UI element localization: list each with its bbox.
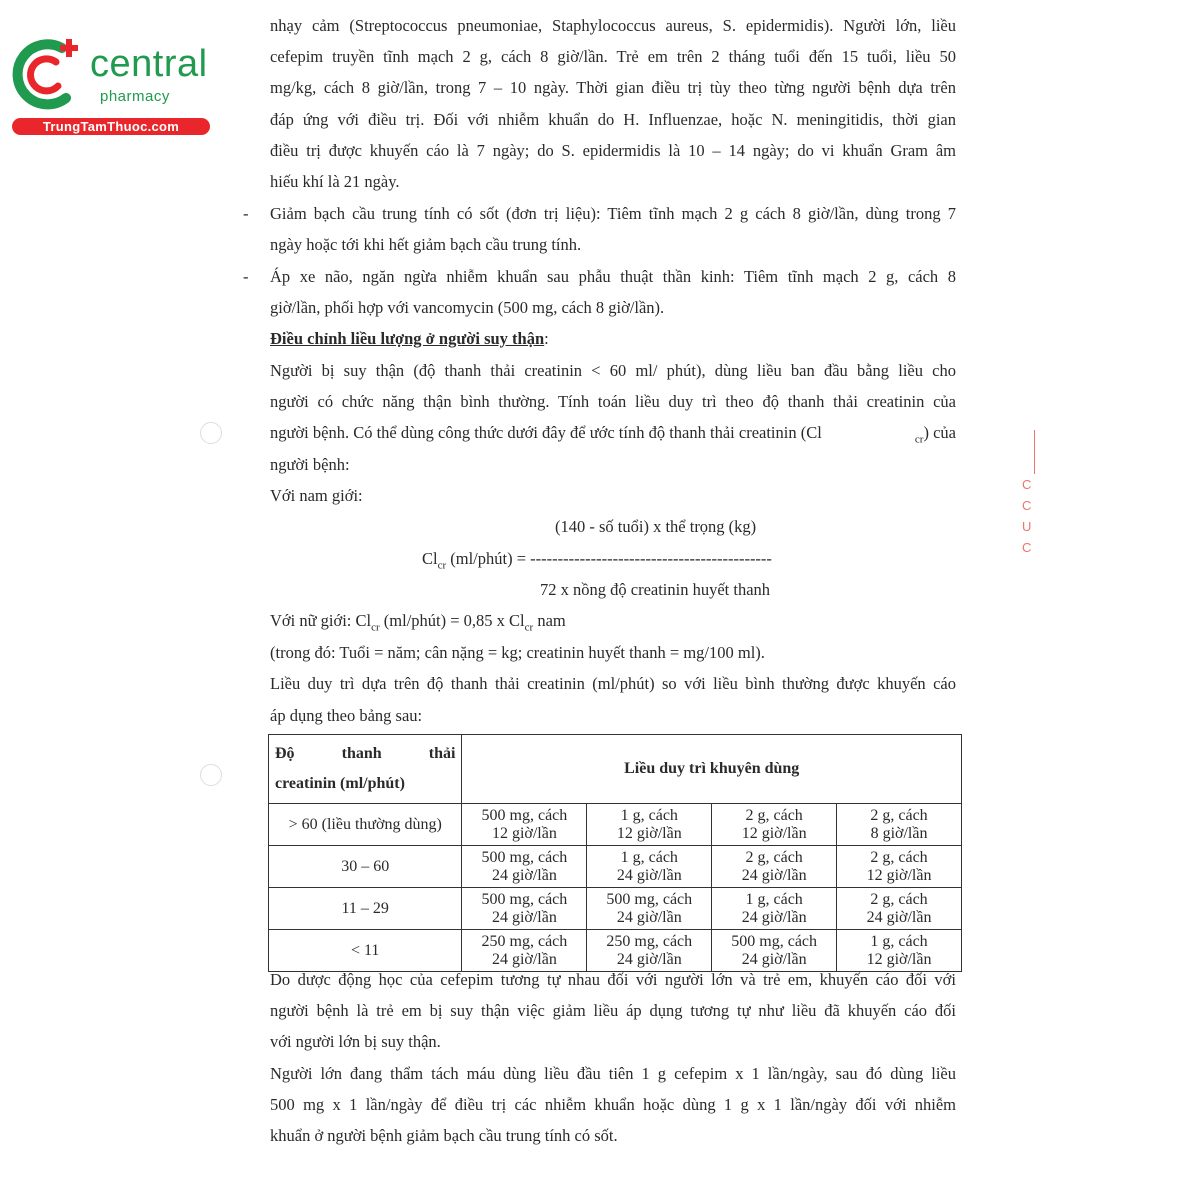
clearance-cell: 11 – 29 xyxy=(269,888,462,930)
text-line: áp dụng theo bảng sau: xyxy=(270,706,423,725)
female-formula: Với nữ giới: $Cl_{cr}$ (ml/phút) = 0,85 x $Cl_{cr}$ nam xyxy=(270,611,566,634)
binder-hole-mark xyxy=(200,764,222,786)
dose-cell: 2 g, cách 8 giờ/lần xyxy=(837,804,962,846)
table-row xyxy=(269,930,962,972)
section-heading: Điều chỉnh liều lượng ở người suy thận: xyxy=(270,329,549,348)
dose-cell: 250 mg, cách 24 giờ/lần xyxy=(587,930,712,972)
table-row xyxy=(269,888,962,930)
bullet-mark: - xyxy=(243,267,249,286)
binder-hole-mark xyxy=(200,422,222,444)
dose-cell: 2 g, cách 24 giờ/lần xyxy=(712,846,837,888)
text-line: giờ/lần, phối hợp với vancomycin (500 mg, cách 8 giờ/lần). xyxy=(270,298,665,317)
header-clearance-line2: creatinin (ml/phút) xyxy=(275,775,405,792)
brand-tagline: pharmacy xyxy=(100,88,170,105)
dose-cell: 1 g, cách 12 giờ/lần xyxy=(587,804,712,846)
dose-cell: 1 g, cách 12 giờ/lần xyxy=(837,930,962,972)
text-line: cefepim truyền tĩnh mạch 2 g, cách 8 giờ/lần. Trẻ em trên 2 tháng tuổi đến 15 tuổi, liều 50 xyxy=(270,47,956,66)
text-line: mg/kg, cách 8 giờ/lần, trong 7 – 10 ngày. Thời gian điều trị tùy theo từng người bệnh dựa trên xyxy=(270,78,956,97)
dose-cell: 500 mg, cách 24 giờ/lần xyxy=(462,846,587,888)
table-row xyxy=(269,804,962,846)
central-pharmacy-logo-icon xyxy=(12,36,88,116)
dose-cell: 500 mg, cách 24 giờ/lần xyxy=(712,930,837,972)
text-line: với người lớn bị suy thận. xyxy=(270,1032,441,1051)
text-line: Giảm bạch cầu trung tính có sốt (đơn trị liệu): Tiêm tĩnh mạch 2 g cách 8 giờ/lần, dùng trong 7 xyxy=(270,204,956,223)
renal-dosage-table xyxy=(268,734,962,972)
text-line: 500 mg x 1 lần/ngày để điều trị các nhiễm khuẩn hoặc dùng 1 g x 1 lần/ngày đối với nhiễm xyxy=(270,1095,956,1114)
dose-cell: 500 mg, cách 24 giờ/lần xyxy=(462,888,587,930)
units-note: (trong đó: Tuổi = năm; cân nặng = kg; creatinin huyết thanh = mg/100 ml). xyxy=(270,643,765,662)
brand-site[interactable]: TrungTamThuoc.com xyxy=(12,118,210,135)
text-line: hiếu khí là 21 ngày. xyxy=(270,172,400,191)
header-maintenance-dose: Liều duy trì khuyên dùng xyxy=(462,735,962,804)
text-line: nhạy cảm (Streptococcus pneumoniae, Staphylococcus aureus, S. epidermidis). Người lớn, liều xyxy=(270,16,956,35)
text-line: Liều duy trì dựa trên độ thanh thải creatinin (ml/phút) so với liều bình thường được khuyến cáo xyxy=(270,674,956,693)
red-stamp-fragment xyxy=(1022,430,1042,590)
dose-cell: 2 g, cách 12 giờ/lần xyxy=(837,846,962,888)
text-line: người bệnh là trẻ em bị suy thận việc giảm liều áp dụng tương tự như liều đã khuyến cáo đối xyxy=(270,1001,956,1020)
header-clearance xyxy=(269,735,462,804)
dose-cell: 1 g, cách 24 giờ/lần xyxy=(712,888,837,930)
stamp-letter: U xyxy=(1022,519,1032,534)
table-header-row xyxy=(269,735,962,804)
text-line: khuẩn ở người bệnh giảm bạch cầu trung tính có sốt. xyxy=(270,1126,618,1145)
formula-denominator: 72 x nồng độ creatinin huyết thanh xyxy=(540,580,771,599)
dose-cell: 1 g, cách 24 giờ/lần xyxy=(587,846,712,888)
stamp-letter: C xyxy=(1022,540,1032,555)
dose-cell: 250 mg, cách 24 giờ/lần xyxy=(462,930,587,972)
stamp-letter: C xyxy=(1022,498,1032,513)
text-line: đáp ứng với điều trị. Đối với nhiễm khuẩn do H. Influenzae, hoặc N. meningitidis, thời gian xyxy=(270,110,956,129)
dose-cell: 500 mg, cách 24 giờ/lần xyxy=(587,888,712,930)
male-label: Với nam giới: xyxy=(270,486,363,505)
formula-numerator: (140 - số tuổi) x thể trọng (kg) xyxy=(555,517,757,536)
clearance-cell: < 11 xyxy=(269,930,462,972)
formula-lhs: $Cl_{cr}$ (ml/phút) = -------------------------------------------- xyxy=(422,549,772,572)
text-line: Do dược động học của cefepim tương tự nhau đối với người lớn và trẻ em, khuyến cáo đối với xyxy=(270,970,956,989)
dose-cell: 500 mg, cách 12 giờ/lần xyxy=(462,804,587,846)
header-clearance-line1: Độ thanh thải xyxy=(275,745,456,762)
brand-name: central xyxy=(90,43,208,85)
clearance-cell: > 60 (liều thường dùng) xyxy=(269,804,462,846)
stamp-letter: C xyxy=(1022,477,1032,492)
text-line: người bệnh: xyxy=(270,455,350,474)
text-line: ngày hoặc tới khi hết giảm bạch cầu trung tính. xyxy=(270,235,582,254)
text-line: người bệnh. Có thể dùng công thức dưới đây để ước tính độ thanh thải creatinin (Cl $_{cr}$) của xyxy=(270,423,956,446)
clearance-cell: 30 – 60 xyxy=(269,846,462,888)
table-row xyxy=(269,846,962,888)
dose-cell: 2 g, cách 12 giờ/lần xyxy=(712,804,837,846)
text-line: Áp xe não, ngăn ngừa nhiễm khuẩn sau phẫu thuật thần kinh: Tiêm tĩnh mạch 2 g, cách 8 xyxy=(270,267,956,286)
bullet-mark: - xyxy=(243,204,249,223)
brand-logo xyxy=(12,36,212,136)
text-line: người có chức năng thận bình thường. Tính toán liều duy trì theo độ thanh thải creatinin của xyxy=(270,392,956,411)
text-line: Người lớn đang thẩm tách máu dùng liều đầu tiên 1 g cefepim x 1 lần/ngày, sau đó dùng liều xyxy=(270,1064,956,1083)
text-line: Người bị suy thận (độ thanh thải creatinin < 60 ml/ phút), dùng liều ban đầu bằng liều cho xyxy=(270,361,956,380)
text-line: điều trị được khuyến cáo là 7 ngày; do S. epidermidis là 10 – 14 ngày; do vi khuẩn Gram âm xyxy=(270,141,956,160)
dose-cell: 2 g, cách 24 giờ/lần xyxy=(837,888,962,930)
